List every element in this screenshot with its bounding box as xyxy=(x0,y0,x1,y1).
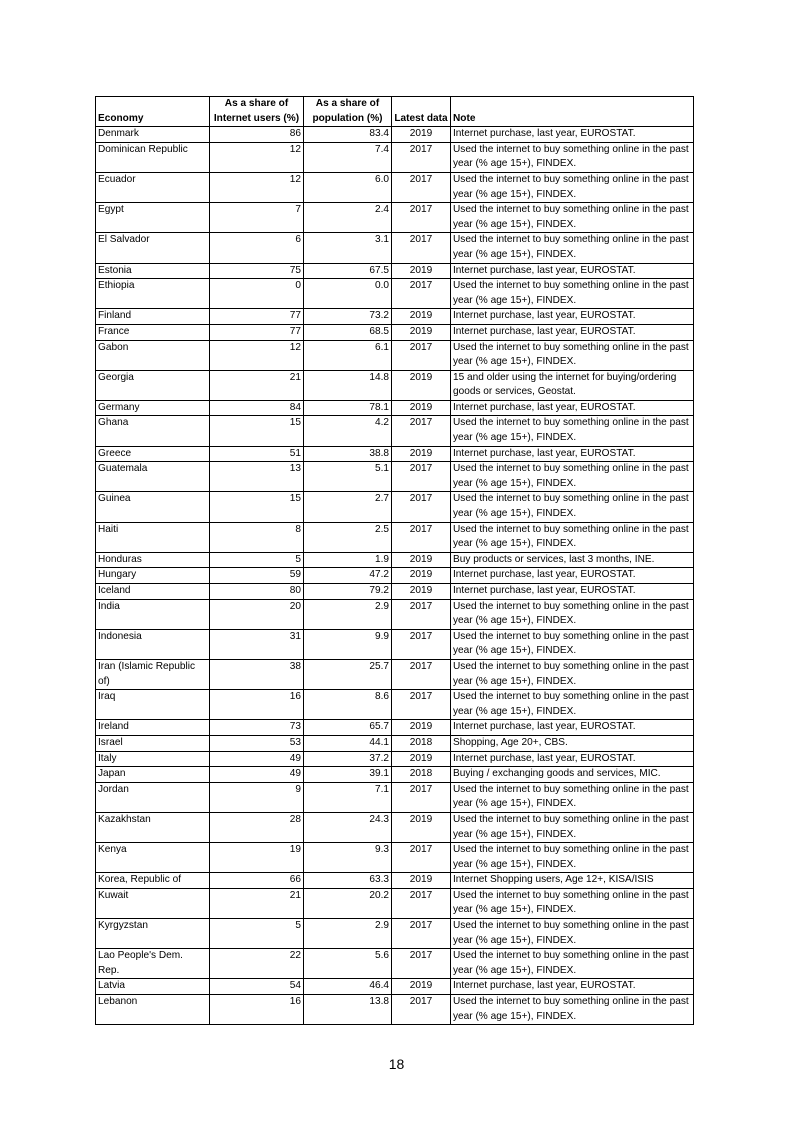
cell-share-internet-users: 7 xyxy=(210,203,304,233)
cell-economy: Jordan xyxy=(96,782,210,812)
table-row xyxy=(96,522,694,552)
table-row xyxy=(96,888,694,918)
cell-economy: Hungary xyxy=(96,568,210,584)
cell-note: Internet purchase, last year, EUROSTAT. xyxy=(451,720,694,736)
cell-note: Internet purchase, last year, EUROSTAT. xyxy=(451,400,694,416)
header-note: Note xyxy=(451,97,694,127)
cell-share-internet-users: 5 xyxy=(210,919,304,949)
header-economy: Economy xyxy=(96,97,210,127)
table-row xyxy=(96,416,694,446)
cell-latest-data: 2017 xyxy=(392,949,451,979)
cell-economy: Iran (Islamic Republic of) xyxy=(96,659,210,689)
cell-share-internet-users: 49 xyxy=(210,767,304,783)
cell-economy: Finland xyxy=(96,309,210,325)
cell-economy: Iceland xyxy=(96,584,210,600)
table-row xyxy=(96,873,694,889)
cell-latest-data: 2017 xyxy=(392,919,451,949)
cell-note: Internet purchase, last year, EUROSTAT. xyxy=(451,584,694,600)
cell-economy: Japan xyxy=(96,767,210,783)
header-share-population: As a share of population (%) xyxy=(304,97,392,127)
cell-share-population: 5.1 xyxy=(304,462,392,492)
cell-share-internet-users: 21 xyxy=(210,370,304,400)
cell-note: Used the internet to buy something online in the past year (% age 15+), FINDEX. xyxy=(451,416,694,446)
cell-share-internet-users: 51 xyxy=(210,446,304,462)
cell-note: Shopping, Age 20+, CBS. xyxy=(451,735,694,751)
cell-economy: Greece xyxy=(96,446,210,462)
cell-share-population: 44.1 xyxy=(304,735,392,751)
cell-note: Internet purchase, last year, EUROSTAT. xyxy=(451,568,694,584)
table-header-row xyxy=(96,97,694,127)
table-row xyxy=(96,552,694,568)
cell-note: Used the internet to buy something online in the past year (% age 15+), FINDEX. xyxy=(451,843,694,873)
cell-share-internet-users: 53 xyxy=(210,735,304,751)
table-body xyxy=(96,127,694,1025)
cell-share-internet-users: 49 xyxy=(210,751,304,767)
cell-share-population: 38.8 xyxy=(304,446,392,462)
cell-share-internet-users: 16 xyxy=(210,690,304,720)
table-row xyxy=(96,127,694,143)
table-row xyxy=(96,309,694,325)
cell-latest-data: 2019 xyxy=(392,568,451,584)
table-row xyxy=(96,949,694,979)
cell-note: Used the internet to buy something online in the past year (% age 15+), FINDEX. xyxy=(451,995,694,1025)
cell-note: 15 and older using the internet for buying/ordering goods or services, Geostat. xyxy=(451,370,694,400)
cell-share-population: 63.3 xyxy=(304,873,392,889)
cell-share-population: 13.8 xyxy=(304,995,392,1025)
table-row xyxy=(96,263,694,279)
cell-share-internet-users: 15 xyxy=(210,492,304,522)
cell-share-population: 2.9 xyxy=(304,919,392,949)
cell-latest-data: 2019 xyxy=(392,446,451,462)
cell-latest-data: 2019 xyxy=(392,324,451,340)
cell-share-internet-users: 5 xyxy=(210,552,304,568)
cell-latest-data: 2017 xyxy=(392,492,451,522)
cell-note: Used the internet to buy something online in the past year (% age 15+), FINDEX. xyxy=(451,782,694,812)
cell-share-internet-users: 59 xyxy=(210,568,304,584)
cell-share-population: 67.5 xyxy=(304,263,392,279)
cell-economy: Kuwait xyxy=(96,888,210,918)
cell-share-internet-users: 77 xyxy=(210,309,304,325)
table-row xyxy=(96,751,694,767)
cell-latest-data: 2017 xyxy=(392,522,451,552)
cell-share-population: 2.5 xyxy=(304,522,392,552)
cell-latest-data: 2017 xyxy=(392,782,451,812)
cell-share-population: 25.7 xyxy=(304,659,392,689)
cell-share-internet-users: 16 xyxy=(210,995,304,1025)
cell-share-population: 47.2 xyxy=(304,568,392,584)
cell-note: Internet Shopping users, Age 12+, KISA/ISIS xyxy=(451,873,694,889)
cell-share-internet-users: 12 xyxy=(210,142,304,172)
cell-share-population: 6.1 xyxy=(304,340,392,370)
table-row xyxy=(96,599,694,629)
table-row xyxy=(96,370,694,400)
cell-economy: Kyrgyzstan xyxy=(96,919,210,949)
table-row xyxy=(96,979,694,995)
cell-economy: Denmark xyxy=(96,127,210,143)
cell-note: Used the internet to buy something online in the past year (% age 15+), FINDEX. xyxy=(451,690,694,720)
table-row xyxy=(96,735,694,751)
cell-share-internet-users: 84 xyxy=(210,400,304,416)
cell-latest-data: 2017 xyxy=(392,172,451,202)
cell-share-internet-users: 31 xyxy=(210,629,304,659)
table-row xyxy=(96,233,694,263)
table-row xyxy=(96,400,694,416)
cell-latest-data: 2019 xyxy=(392,370,451,400)
cell-share-population: 9.9 xyxy=(304,629,392,659)
cell-note: Used the internet to buy something online in the past year (% age 15+), FINDEX. xyxy=(451,599,694,629)
cell-latest-data: 2017 xyxy=(392,279,451,309)
cell-share-population: 6.0 xyxy=(304,172,392,202)
cell-share-internet-users: 13 xyxy=(210,462,304,492)
cell-note: Internet purchase, last year, EUROSTAT. xyxy=(451,979,694,995)
cell-note: Used the internet to buy something online in the past year (% age 15+), FINDEX. xyxy=(451,522,694,552)
table-row xyxy=(96,767,694,783)
cell-economy: Israel xyxy=(96,735,210,751)
cell-note: Internet purchase, last year, EUROSTAT. xyxy=(451,263,694,279)
table-row xyxy=(96,279,694,309)
table-row xyxy=(96,584,694,600)
cell-economy: Lao People's Dem. Rep. xyxy=(96,949,210,979)
table-row xyxy=(96,568,694,584)
cell-share-internet-users: 12 xyxy=(210,340,304,370)
table-row xyxy=(96,462,694,492)
cell-note: Buying / exchanging goods and services, MIC. xyxy=(451,767,694,783)
table-row xyxy=(96,172,694,202)
cell-latest-data: 2018 xyxy=(392,767,451,783)
cell-share-internet-users: 19 xyxy=(210,843,304,873)
cell-note: Used the internet to buy something online in the past year (% age 15+), FINDEX. xyxy=(451,142,694,172)
cell-share-internet-users: 54 xyxy=(210,979,304,995)
cell-share-population: 79.2 xyxy=(304,584,392,600)
cell-share-internet-users: 12 xyxy=(210,172,304,202)
cell-share-internet-users: 73 xyxy=(210,720,304,736)
cell-note: Used the internet to buy something online in the past year (% age 15+), FINDEX. xyxy=(451,340,694,370)
cell-share-population: 2.9 xyxy=(304,599,392,629)
cell-share-internet-users: 21 xyxy=(210,888,304,918)
cell-share-internet-users: 15 xyxy=(210,416,304,446)
cell-share-population: 83.4 xyxy=(304,127,392,143)
table-row xyxy=(96,492,694,522)
table-row xyxy=(96,203,694,233)
cell-latest-data: 2019 xyxy=(392,979,451,995)
cell-economy: Italy xyxy=(96,751,210,767)
cell-latest-data: 2019 xyxy=(392,127,451,143)
cell-share-internet-users: 77 xyxy=(210,324,304,340)
table-row xyxy=(96,690,694,720)
cell-note: Used the internet to buy something online in the past year (% age 15+), FINDEX. xyxy=(451,919,694,949)
cell-economy: El Salvador xyxy=(96,233,210,263)
cell-share-population: 0.0 xyxy=(304,279,392,309)
cell-share-population: 1.9 xyxy=(304,552,392,568)
cell-latest-data: 2017 xyxy=(392,462,451,492)
table-row xyxy=(96,659,694,689)
cell-note: Internet purchase, last year, EUROSTAT. xyxy=(451,127,694,143)
cell-latest-data: 2019 xyxy=(392,400,451,416)
cell-latest-data: 2017 xyxy=(392,416,451,446)
cell-economy: Germany xyxy=(96,400,210,416)
cell-note: Internet purchase, last year, EUROSTAT. xyxy=(451,309,694,325)
cell-share-internet-users: 9 xyxy=(210,782,304,812)
cell-share-population: 78.1 xyxy=(304,400,392,416)
cell-economy: Kenya xyxy=(96,843,210,873)
cell-share-population: 24.3 xyxy=(304,812,392,842)
table-row xyxy=(96,720,694,736)
cell-latest-data: 2019 xyxy=(392,263,451,279)
cell-economy: Latvia xyxy=(96,979,210,995)
cell-note: Internet purchase, last year, EUROSTAT. xyxy=(451,324,694,340)
cell-share-population: 9.3 xyxy=(304,843,392,873)
table-row xyxy=(96,446,694,462)
cell-share-internet-users: 6 xyxy=(210,233,304,263)
cell-latest-data: 2017 xyxy=(392,995,451,1025)
cell-note: Buy products or services, last 3 months, INE. xyxy=(451,552,694,568)
cell-economy: Ireland xyxy=(96,720,210,736)
cell-share-population: 7.1 xyxy=(304,782,392,812)
header-latest-data: Latest data xyxy=(392,97,451,127)
cell-latest-data: 2018 xyxy=(392,735,451,751)
cell-economy: Indonesia xyxy=(96,629,210,659)
header-share-internet-users: As a share of Internet users (%) xyxy=(210,97,304,127)
cell-share-population: 2.4 xyxy=(304,203,392,233)
table-row xyxy=(96,340,694,370)
cell-share-population: 46.4 xyxy=(304,979,392,995)
cell-economy: Iraq xyxy=(96,690,210,720)
table-row xyxy=(96,782,694,812)
table-row xyxy=(96,919,694,949)
cell-economy: Ecuador xyxy=(96,172,210,202)
cell-latest-data: 2019 xyxy=(392,873,451,889)
cell-note: Used the internet to buy something online in the past year (% age 15+), FINDEX. xyxy=(451,279,694,309)
table-row xyxy=(96,629,694,659)
table-row xyxy=(96,142,694,172)
ecommerce-table xyxy=(95,96,694,1025)
cell-note: Used the internet to buy something online in the past year (% age 15+), FINDEX. xyxy=(451,462,694,492)
cell-note: Used the internet to buy something online in the past year (% age 15+), FINDEX. xyxy=(451,492,694,522)
cell-economy: Dominican Republic xyxy=(96,142,210,172)
cell-share-population: 73.2 xyxy=(304,309,392,325)
cell-share-internet-users: 0 xyxy=(210,279,304,309)
cell-economy: Ghana xyxy=(96,416,210,446)
cell-economy: Guatemala xyxy=(96,462,210,492)
cell-economy: Honduras xyxy=(96,552,210,568)
cell-latest-data: 2019 xyxy=(392,751,451,767)
cell-note: Used the internet to buy something online in the past year (% age 15+), FINDEX. xyxy=(451,233,694,263)
cell-latest-data: 2017 xyxy=(392,659,451,689)
cell-latest-data: 2017 xyxy=(392,340,451,370)
cell-share-population: 2.7 xyxy=(304,492,392,522)
table-row xyxy=(96,812,694,842)
cell-note: Internet purchase, last year, EUROSTAT. xyxy=(451,751,694,767)
cell-latest-data: 2017 xyxy=(392,690,451,720)
cell-share-population: 4.2 xyxy=(304,416,392,446)
cell-note: Used the internet to buy something online in the past year (% age 15+), FINDEX. xyxy=(451,172,694,202)
cell-share-population: 39.1 xyxy=(304,767,392,783)
cell-share-population: 7.4 xyxy=(304,142,392,172)
cell-latest-data: 2019 xyxy=(392,584,451,600)
cell-latest-data: 2017 xyxy=(392,233,451,263)
cell-economy: Guinea xyxy=(96,492,210,522)
cell-share-population: 8.6 xyxy=(304,690,392,720)
cell-share-population: 14.8 xyxy=(304,370,392,400)
cell-latest-data: 2017 xyxy=(392,629,451,659)
cell-latest-data: 2019 xyxy=(392,812,451,842)
cell-latest-data: 2017 xyxy=(392,142,451,172)
cell-share-population: 3.1 xyxy=(304,233,392,263)
cell-share-population: 65.7 xyxy=(304,720,392,736)
cell-note: Used the internet to buy something online in the past year (% age 15+), FINDEX. xyxy=(451,659,694,689)
cell-economy: Estonia xyxy=(96,263,210,279)
cell-note: Used the internet to buy something online in the past year (% age 15+), FINDEX. xyxy=(451,888,694,918)
cell-economy: Lebanon xyxy=(96,995,210,1025)
cell-economy: Kazakhstan xyxy=(96,812,210,842)
cell-economy: Gabon xyxy=(96,340,210,370)
cell-economy: India xyxy=(96,599,210,629)
cell-latest-data: 2017 xyxy=(392,888,451,918)
page-number: 18 xyxy=(388,1056,405,1072)
cell-latest-data: 2017 xyxy=(392,599,451,629)
cell-economy: France xyxy=(96,324,210,340)
cell-share-population: 37.2 xyxy=(304,751,392,767)
cell-note: Used the internet to buy something online in the past year (% age 15+), FINDEX. xyxy=(451,812,694,842)
cell-latest-data: 2017 xyxy=(392,203,451,233)
cell-latest-data: 2019 xyxy=(392,552,451,568)
cell-share-internet-users: 66 xyxy=(210,873,304,889)
cell-latest-data: 2019 xyxy=(392,309,451,325)
cell-latest-data: 2017 xyxy=(392,843,451,873)
cell-note: Used the internet to buy something online in the past year (% age 15+), FINDEX. xyxy=(451,629,694,659)
cell-share-internet-users: 75 xyxy=(210,263,304,279)
cell-share-population: 68.5 xyxy=(304,324,392,340)
cell-latest-data: 2019 xyxy=(392,720,451,736)
cell-share-internet-users: 80 xyxy=(210,584,304,600)
cell-economy: Haiti xyxy=(96,522,210,552)
cell-economy: Ethiopia xyxy=(96,279,210,309)
cell-note: Internet purchase, last year, EUROSTAT. xyxy=(451,446,694,462)
cell-share-internet-users: 38 xyxy=(210,659,304,689)
cell-economy: Georgia xyxy=(96,370,210,400)
cell-note: Used the internet to buy something online in the past year (% age 15+), FINDEX. xyxy=(451,949,694,979)
cell-share-internet-users: 22 xyxy=(210,949,304,979)
table-row xyxy=(96,324,694,340)
cell-share-population: 20.2 xyxy=(304,888,392,918)
cell-economy: Korea, Republic of xyxy=(96,873,210,889)
table-row xyxy=(96,995,694,1025)
cell-economy: Egypt xyxy=(96,203,210,233)
table-row xyxy=(96,843,694,873)
cell-share-internet-users: 86 xyxy=(210,127,304,143)
cell-share-population: 5.6 xyxy=(304,949,392,979)
cell-share-internet-users: 20 xyxy=(210,599,304,629)
cell-note: Used the internet to buy something online in the past year (% age 15+), FINDEX. xyxy=(451,203,694,233)
cell-share-internet-users: 8 xyxy=(210,522,304,552)
cell-share-internet-users: 28 xyxy=(210,812,304,842)
